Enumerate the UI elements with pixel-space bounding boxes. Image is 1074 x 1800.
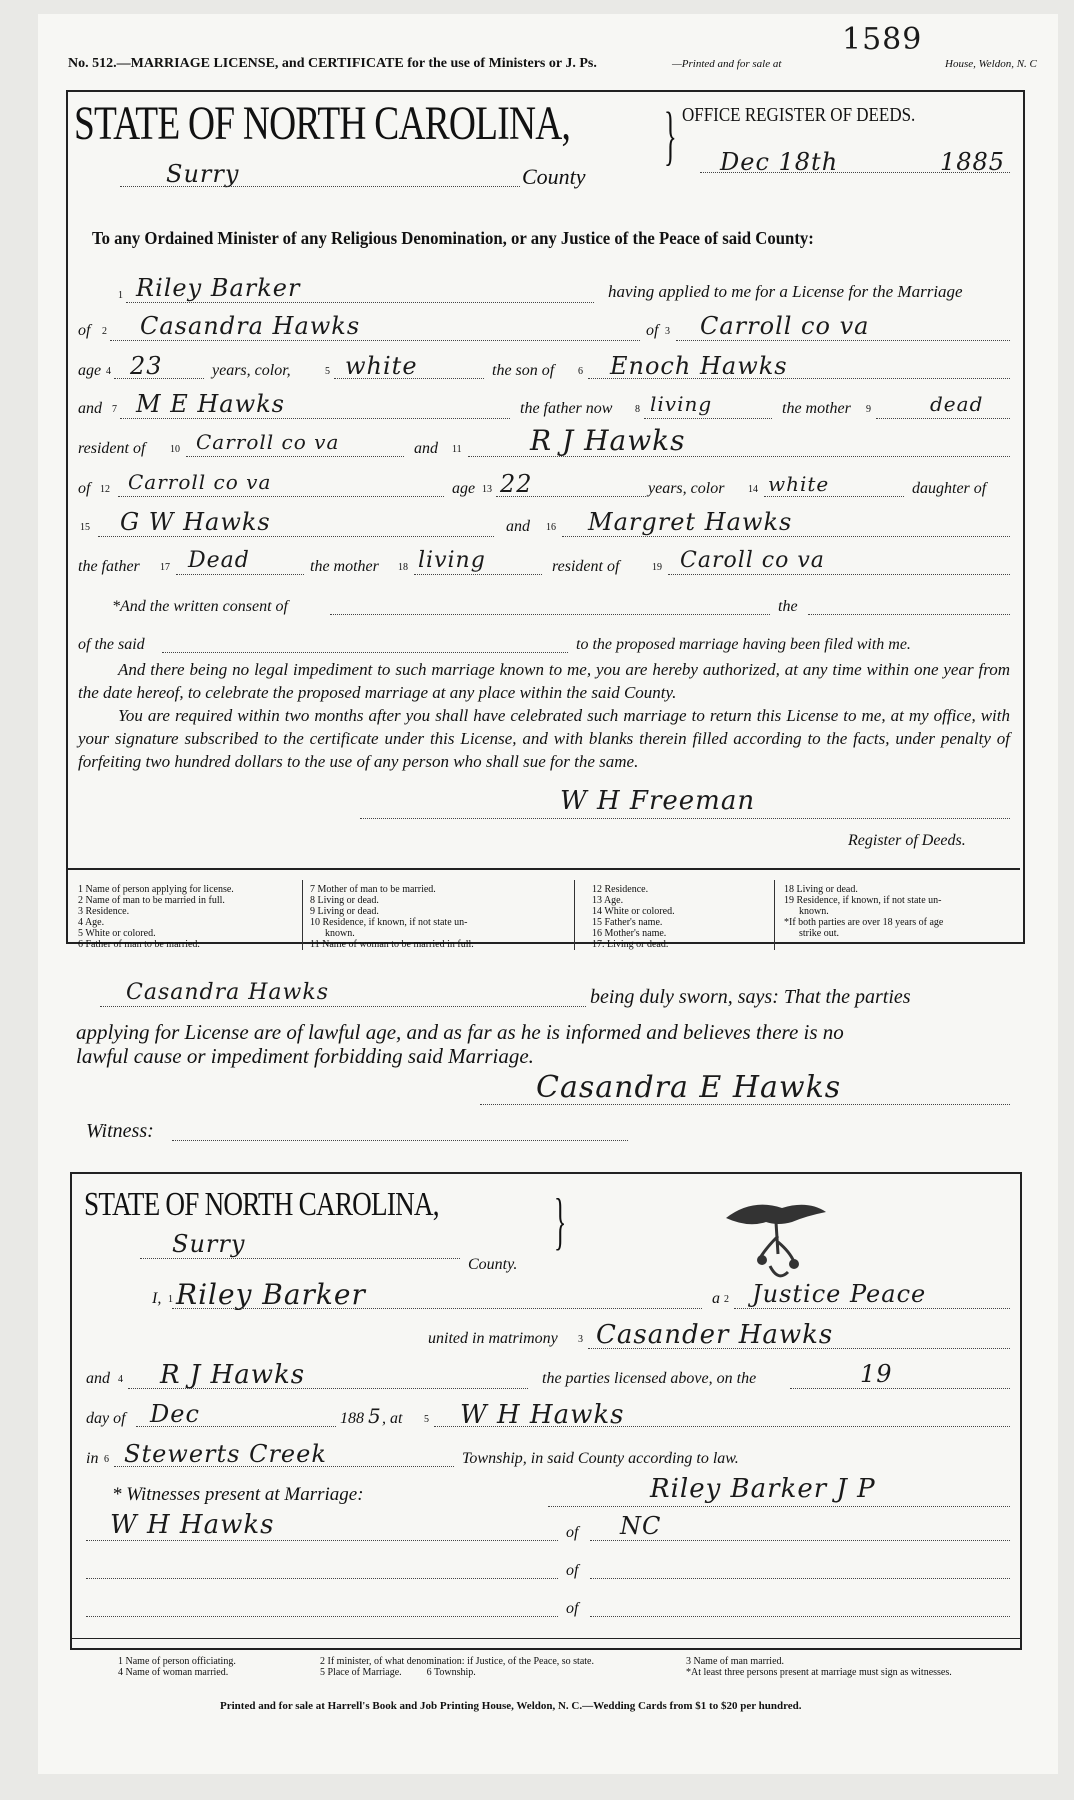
license-state-title: STATE OF NORTH CAROLINA, bbox=[74, 97, 571, 150]
consent-label: *And the written consent of bbox=[112, 598, 288, 615]
field-16-mother: Margret Hawks bbox=[588, 508, 793, 536]
legend-2-col1: 1 Name of person officiating. 4 Name of woman married. bbox=[118, 1656, 236, 1678]
township-label: Township, in said County according to law. bbox=[462, 1450, 739, 1467]
sworn-label: being duly sworn, says: That the parties bbox=[590, 986, 911, 1008]
license-county-value: Surry bbox=[166, 160, 240, 188]
united-label: united in matrimony bbox=[428, 1330, 558, 1347]
certificate-county-value: Surry bbox=[172, 1230, 246, 1258]
mother-label: the mother bbox=[782, 400, 851, 417]
field-6-father: Enoch Hawks bbox=[610, 352, 788, 380]
years-color-label: years, color, bbox=[212, 362, 291, 379]
officiant-signature: Riley Barker J P bbox=[650, 1474, 876, 1504]
legend-1-col1: 1 Name of person applying for license. 2 Name of man to be married in full. 3 Residence. 4 Age. 5 White or colored. 6 Father of man to be married. bbox=[78, 884, 234, 950]
legend-1-col4: 18 Living or dead. 19 Residence, if known, if not state un- known. *If both parties are over 18 years of age strike out. bbox=[784, 884, 944, 939]
cert-man: Casander Hawks bbox=[596, 1320, 834, 1350]
brace-1: } bbox=[664, 99, 677, 172]
affiant-signature: Casandra E Hawks bbox=[536, 1070, 842, 1105]
address-line: To any Ordained Minister of any Religious Denomination, or any Justice of the Peace of said County: bbox=[92, 228, 814, 248]
of12-label: of bbox=[78, 480, 91, 497]
office-label: OFFICE REGISTER OF DEEDS. bbox=[682, 104, 916, 126]
witness-of-3: of bbox=[566, 1600, 579, 1617]
field-7-mother: M E Hawks bbox=[136, 390, 285, 418]
form-header-title: No. 512.—MARRIAGE LICENSE, and CERTIFICATE for the use of Ministers or J. Ps. bbox=[68, 56, 597, 71]
license-para-1: And there being no legal impediment to such marriage known to me, you are hereby authorized, at any time within one year from the date hereof, to celebrate the proposed marriage at any place within the said County. bbox=[78, 660, 1010, 702]
field-12-residence: Carroll co va bbox=[128, 470, 272, 494]
cert-year: 5 bbox=[368, 1404, 382, 1428]
field-11-woman: R J Hawks bbox=[530, 424, 686, 457]
field-1-applicant: Riley Barker bbox=[136, 274, 301, 302]
field-2-man: Casandra Hawks bbox=[140, 312, 361, 340]
day-of-label: day of bbox=[86, 1410, 126, 1427]
year-prefix: 188 bbox=[340, 1410, 364, 1427]
and-label: and bbox=[78, 400, 102, 417]
witness-1-place: NC bbox=[620, 1512, 662, 1540]
brace-2: } bbox=[554, 1185, 567, 1256]
of-label: of bbox=[78, 322, 91, 339]
age-label: age bbox=[78, 362, 102, 379]
proposed-label: to the proposed marriage having been filed with me. bbox=[576, 636, 911, 653]
f1-label: having applied to me for a License for the Marriage bbox=[608, 282, 963, 301]
years-color14-label: years, color bbox=[648, 480, 725, 497]
witness-of-2: of bbox=[566, 1562, 579, 1579]
legend-2-rule bbox=[70, 1638, 1020, 1639]
certificate-state-title: STATE OF NORTH CAROLINA, bbox=[84, 1186, 439, 1223]
eagle-icon bbox=[722, 1192, 830, 1284]
record-number: 1589 bbox=[842, 22, 923, 57]
field-9-mother-status: dead bbox=[930, 392, 984, 416]
form-header-printer: —Printed and for sale at bbox=[672, 58, 782, 70]
f3-label: of bbox=[646, 322, 659, 339]
field-10-residence: Carroll co va bbox=[196, 430, 340, 454]
field-5-color: white bbox=[345, 352, 418, 380]
certificate-county-label: County. bbox=[468, 1256, 518, 1273]
of-the-said-label: of the said bbox=[78, 636, 145, 653]
cert-place: W H Hawks bbox=[460, 1400, 625, 1430]
father17-label: the father bbox=[78, 558, 140, 575]
cert-and-label: and bbox=[86, 1370, 110, 1387]
footer-printer: Printed and for sale at Harrell's Book and Job Printing House, Weldon, N. C.—Wedding Cards from $1 to $20 per hundred. bbox=[220, 1700, 802, 1712]
form-header-place: House, Weldon, N. C bbox=[945, 58, 1037, 70]
i-label: I, bbox=[152, 1290, 162, 1307]
legend-1-col3: 12 Residence. 13 Age. 14 White or colored. 15 Father's name. 16 Mother's name. 17. Living or dead. bbox=[592, 884, 675, 950]
license-para-2: You are required within two months after you shall have celebrated such marriage to return this License to me, at my office, with your signature subscribed to the certificate under this License, and with blanks therein filled according to the facts, under penalty of forfeiting two hundred dollars to the use of any person who shall sue for the same. bbox=[78, 706, 1010, 771]
register-label: Register of Deeds. bbox=[848, 832, 966, 849]
license-year: 1885 bbox=[940, 148, 1006, 176]
father-now-label: the father now bbox=[520, 400, 613, 417]
legend-rule bbox=[68, 868, 1020, 870]
field-17-father-status: Dead bbox=[188, 548, 250, 573]
affidavit-line-2: applying for License are of lawful age, and as far as he is informed and believes there is no bbox=[76, 1020, 844, 1044]
mother18-label: the mother bbox=[310, 558, 379, 575]
field-8-father-status: living bbox=[650, 392, 713, 416]
cert-title: Justice Peace bbox=[752, 1280, 927, 1308]
a-label: a bbox=[712, 1290, 720, 1307]
daughter-of-label: daughter of bbox=[912, 480, 987, 497]
witness-label: Witness: bbox=[86, 1120, 154, 1142]
licensed-label: the parties licensed above, on the bbox=[542, 1370, 757, 1387]
field-4-age: 23 bbox=[130, 352, 163, 380]
at-label: , at bbox=[382, 1410, 403, 1427]
witnesses-label: * Witnesses present at Marriage: bbox=[112, 1484, 364, 1505]
age13-label: age bbox=[452, 480, 476, 497]
cert-woman: R J Hawks bbox=[160, 1360, 306, 1390]
and11-label: and bbox=[414, 440, 438, 457]
field-14-color: white bbox=[768, 472, 830, 496]
field-15-father: G W Hawks bbox=[120, 508, 271, 536]
legend-2-col3: 3 Name of man married. *At least three persons present at marriage must sign as witnesses. bbox=[686, 1656, 952, 1678]
field-3-residence: Carroll co va bbox=[700, 312, 870, 340]
resident-of-label: resident of bbox=[78, 440, 146, 457]
field-19-residence: Caroll co va bbox=[680, 548, 825, 573]
legend-1-col2: 7 Mother of man to be married. 8 Living or dead. 9 Living or dead. 10 Residence, if known, if not state un- known. 11 Name of woman to be married in full. bbox=[310, 884, 474, 950]
son-of-label: the son of bbox=[492, 362, 555, 379]
affidavit-line-3: lawful cause or impediment forbidding said Marriage. bbox=[76, 1044, 534, 1068]
field-13-age: 22 bbox=[500, 470, 533, 498]
cert-day: 19 bbox=[860, 1360, 893, 1388]
the-label: the bbox=[778, 598, 798, 615]
sworn-name: Casandra Hawks bbox=[126, 980, 329, 1005]
license-date: Dec 18th bbox=[720, 148, 839, 176]
in-label: in bbox=[86, 1450, 99, 1467]
witness-1-name: W H Hawks bbox=[110, 1510, 275, 1540]
field-18-mother-status: living bbox=[418, 548, 486, 573]
cert-officiant: Riley Barker bbox=[176, 1278, 366, 1311]
license-county-label: County bbox=[522, 164, 586, 189]
cert-township: Stewerts Creek bbox=[124, 1440, 327, 1468]
resident19-label: resident of bbox=[552, 558, 620, 575]
cert-month: Dec bbox=[150, 1400, 200, 1428]
legend-2-col2: 2 If minister, of what denomination: if Justice, of the Peace, so state. 5 Place of Marriage. 6 Township. bbox=[320, 1656, 594, 1678]
register-signature: W H Freeman bbox=[560, 786, 756, 816]
witness-of-1: of bbox=[566, 1524, 579, 1541]
and16-label: and bbox=[506, 518, 530, 535]
